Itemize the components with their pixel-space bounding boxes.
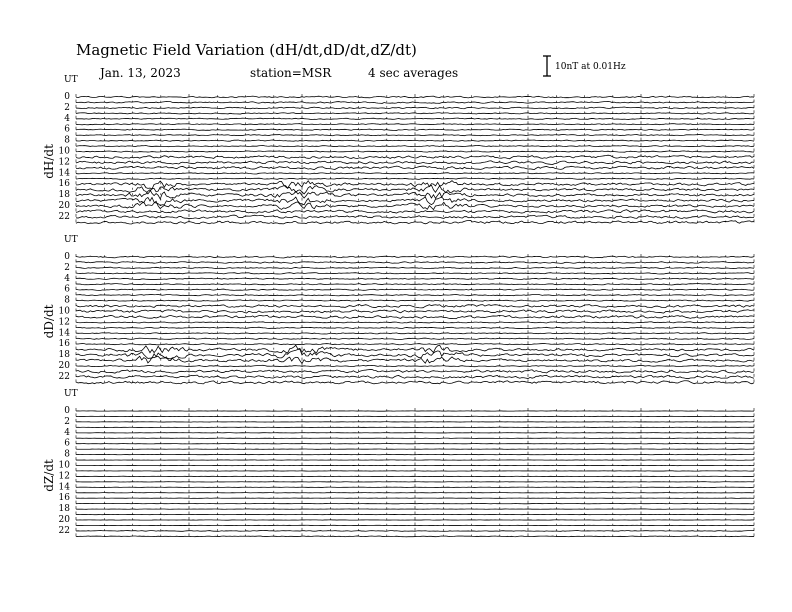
hour-label: 0: [64, 252, 70, 262]
hour-label: 18: [58, 190, 70, 201]
hour-label: 2: [64, 102, 70, 113]
component-ylabel: dH/dt: [42, 144, 56, 179]
hour-label: 10: [58, 146, 70, 157]
hour-label: 8: [64, 135, 70, 146]
hour-label: 2: [64, 416, 70, 427]
ut-label: UT: [64, 389, 78, 399]
panel-dH-dt: [42, 75, 754, 224]
hour-label: 14: [58, 328, 70, 339]
hour-label: 12: [58, 471, 70, 482]
hour-label: 12: [58, 317, 70, 328]
panel-dD-dt: [42, 235, 754, 384]
hour-label: 8: [64, 449, 70, 460]
panel-dZ-dt: [42, 389, 754, 537]
hour-label: 6: [64, 124, 70, 135]
ut-label: UT: [64, 75, 78, 85]
hour-label: 22: [58, 525, 70, 536]
scale-label: 10nT at 0.01Hz: [555, 62, 626, 72]
hour-label: 20: [58, 201, 70, 211]
ut-label: UT: [64, 235, 78, 245]
component-ylabel: dD/dt: [42, 304, 56, 339]
hour-label: 20: [58, 515, 70, 525]
hour-label: 22: [58, 211, 70, 222]
hour-label: 16: [58, 493, 70, 504]
hour-label: 20: [58, 361, 70, 371]
hour-label: 0: [64, 92, 70, 102]
hour-label: 6: [64, 438, 70, 449]
hour-label: 10: [58, 306, 70, 317]
hour-label: 4: [64, 427, 70, 438]
hour-label: 0: [64, 406, 70, 416]
scale-bar-icon: [543, 56, 551, 76]
hour-label: 10: [58, 460, 70, 471]
station-label: station=MSR: [250, 66, 332, 80]
hour-label: 18: [58, 350, 70, 361]
date-label: Jan. 13, 2023: [100, 66, 181, 80]
hour-label: 4: [64, 113, 70, 124]
hour-label: 4: [64, 273, 70, 284]
component-ylabel: dZ/dt: [42, 459, 56, 492]
chart-title: Magnetic Field Variation (dH/dt,dD/dt,dZ/dt): [76, 41, 417, 59]
hour-label: 8: [64, 295, 70, 306]
hour-label: 16: [58, 339, 70, 350]
hour-label: 22: [58, 371, 70, 382]
hour-label: 14: [58, 168, 70, 179]
hour-label: 2: [64, 262, 70, 273]
hour-label: 6: [64, 284, 70, 295]
averaging-label: 4 sec averages: [368, 66, 459, 80]
hour-label: 16: [58, 179, 70, 190]
hour-label: 14: [58, 482, 70, 493]
hour-label: 18: [58, 504, 70, 515]
hour-label: 12: [58, 157, 70, 168]
